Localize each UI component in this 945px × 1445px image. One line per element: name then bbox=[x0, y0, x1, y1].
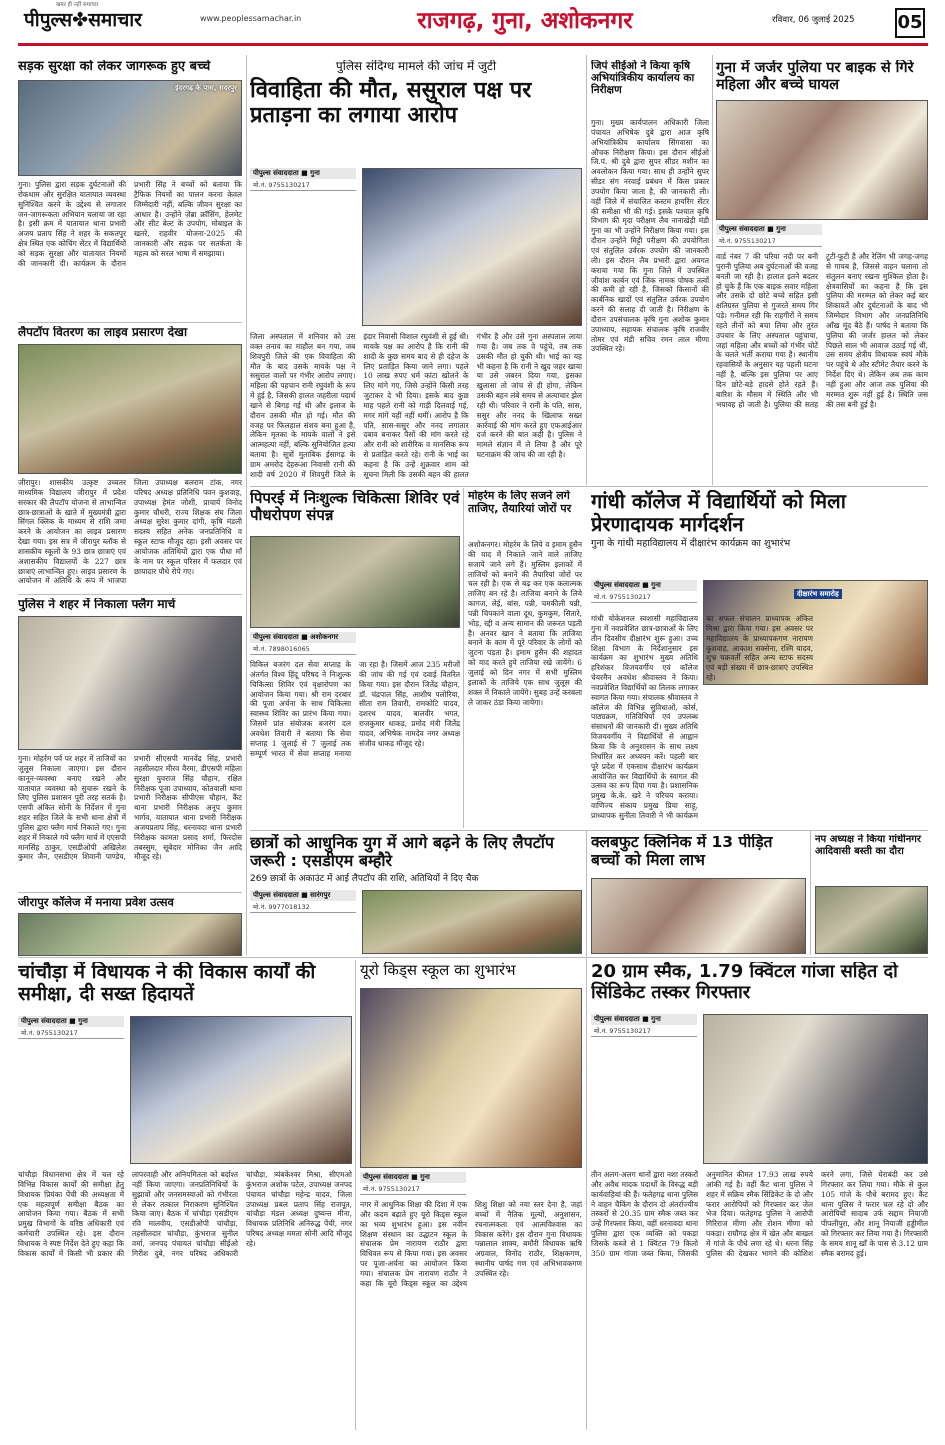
article-bridge-accident bbox=[716, 60, 928, 485]
article-laptop-sdm-text bbox=[250, 955, 251, 956]
article-body: चांचौड़ा विधानसभा क्षेत्र में चल रहे विभिन्न विकास कार्यों की समीक्षा हेतु विधायक प्रियंका पेंची की अध्यक्षता में एक महत्वपूर्ण समीक्षा बैठक का आयोजन किया गया। बैठक में सभी प्रमुख विभागों के वरिष्ठ अधिकारी एवं कर्मचारी उपस्थित रहे। इस दौरान विधायक ने स्पष्ट निर्देश देते हुए कहा कि विकास कार्यों में किसी भी प्रकार की लापरवाही और अनियमितता को बर्दाश्त नहीं किया जाएगा। जनप्रतिनिधियों के सुझावों और जनसमस्याओं को गंभीरता से लेकर तत्काल निराकरण सुनिश्चित किया जाए। बैठक में चांचौड़ा एसडीएम रवि मालवीय, एसडीओपी चांचौड़ा, तहसीलदार चांचौड़ा, कुंभराज सुनील वर्मा, जनपद पंचायत चांचौड़ा सीईओ गिरीश दुबे, नगर परिषद अधिकारी चांचौड़ा, त्र्यंबकेश्वर मिश्रा, सीएमओ कुंभराज अशोक पटेल, उपाध्यक्ष जनपद पंचायत चांचौड़ा महेन्द्र यादव, जिला उपाध्यक्ष प्रबल प्रताप सिंह राजपूत, चांचौड़ा मंडल अध्यक्ष दुष्यन्त मीना, विधायक प्रतिनिधि अनिरुद्ध पेंची, नगर परिषद अध्यक्ष ममता सोनी आदि मौजूद रहे। bbox=[18, 1170, 352, 1258]
article-body: गुना। मोहर्रम पर्व पर शहर में ताजियों का जुलूस निकाला जाएगा। इस दौरान कानून-व्यवस्था बनाए रखने और यातायात व्यवस्था को सुचारू रखने के लिए पुलिस प्रशासन पूरी तरह सतर्क है। एसपी अंकित सोनी के निर्देशन में गुना शहर सहित जिले के सभी थाना क्षेत्रों में पुलिस द्वारा फ्लैग मार्च निकाले गए। गुना शहर में निकाले गये फ्लैग मार्च में एएसपी मानसिंह ठाकुर, एसडीओपी अखिलेश कुमार जैन, एसडीएम शिवानी पाण्डेय, प्रभारी सीएसपी मानवेंद्र सिंह, प्रभारी तहसीलदार मीरव वैरमा, डीएसपी महिला सुरक्षा युवराज सिंह चौहान, रक्षित निरीक्षक पूजा उपाध्याय, कोतवाली थाना प्रभारी निरीक्षक सीपीएस चौहान, कैंट थाना प्रभारी निरीक्षक अनूप कुमार भार्गव, यातायात थाना प्रभारी निरीक्षक अजयप्रताप सिंह, धरनावदा थाना प्रभारी निरीक्षक कामता प्रसाद शर्मा, फिरदोस तबस्सुम, सूबेदार मोनिका जैन आदि मौजूद रहे। bbox=[18, 754, 242, 862]
headline: विवाहिता की मौत, ससुराल पक्ष पर प्रताड़ना का लगाया आरोप bbox=[250, 77, 532, 129]
article-photo bbox=[18, 616, 242, 750]
subhead: 269 छात्रों के अकाउंट में आई लैपटॉप की राशि, अतिथियों ने दिए चैक bbox=[250, 873, 479, 884]
headline: जिपं सीईओ ने किया कृषि अभियांत्रिकीय कार्यालय का निरीक्षण bbox=[591, 60, 695, 97]
headline: गांधी कॉलेज में विद्यार्थियों को मिला प्रेरणादायक मार्गदर्शन bbox=[591, 490, 846, 536]
reporter-mobile: मो.नं. 9755130217 bbox=[18, 1027, 124, 1039]
headline: पिपरई में निःशुल्क चिकित्सा शिविर एवं पौधरोपण संपन्न bbox=[250, 490, 460, 525]
article-photo bbox=[716, 100, 928, 220]
article-smack-seizure bbox=[591, 962, 928, 1432]
article-photo bbox=[591, 878, 806, 954]
column-rule bbox=[355, 960, 356, 1430]
article-flag-march bbox=[18, 598, 242, 890]
byline-block bbox=[360, 1172, 466, 1195]
byline: पीपुल्स संवाददाता ■ सारंगपुर bbox=[250, 890, 356, 901]
headline: जीरापुर कॉलेज में मनाया प्रवेश उत्सव bbox=[18, 896, 174, 909]
reporter-mobile: मो.नं. 9977018132 bbox=[250, 901, 356, 913]
article-gandhinagar-visit bbox=[815, 834, 928, 954]
article-divider bbox=[18, 957, 928, 958]
article-photo bbox=[18, 80, 242, 176]
byline: पीपुल्स संवाददाता ■ गुना bbox=[18, 1016, 124, 1027]
headline: छात्रों को आधुनिक युग में आगे बढ़ने के लिए लैपटॉप जरूरी : एसडीएम बम्हौरे bbox=[250, 834, 555, 871]
article-body bbox=[815, 955, 816, 956]
article-laptop-sdm bbox=[250, 834, 582, 954]
byline: पीपुल्स संवाददाता ■ गुना bbox=[591, 580, 697, 591]
article-body bbox=[250, 955, 251, 956]
byline: पीपुल्स संवाददाता ■ गुना bbox=[591, 1014, 697, 1025]
article-gandhi-college bbox=[591, 490, 928, 826]
article-photo bbox=[130, 1016, 352, 1164]
article-college-entry bbox=[18, 896, 242, 956]
byline-block bbox=[18, 1016, 124, 1039]
column-rule bbox=[463, 488, 464, 828]
article-body: तीन अलग-अलग थानों द्वारा नशा तस्करों और अवैध मादक पदार्थों के विरुद्ध बड़ी कार्यवाहियां की हैं। फतेहगढ़ थाना पुलिस ने वाहन चैकिंग के दौरान दो अंतर्राज्यीय तस्करों से 20.35 ग्राम स्मैक जब्त कर उन्हें गिरफ्तार किया, वहीं धरनावदा थाना पुलिस द्वारा एक व्यक्ति को पकड़ा जिसके कब्जे से 1 क्विंटल 79 किलो 350 ग्राम गांजा जब्त किया, जिसकी अनुमानित कीमत 17.93 लाख रुपये आंकी गई है। वहीं कैंट थाना पुलिस ने शहर में सक्रिय स्मैक सिंडिकेट के दो और फरार आरोपियों को गिरफ्तार कर जेल भेज दिया। फतेहगढ़ पुलिस ने आरोपी गिरिराज मीणा और रोशन मीणा को पकड़ा। राघौगढ़ क्षेत्र में खेत और बाखल में गांजे के पौधे लगा रहे थे। धरना सिंह पुलिस की देखकर भागने की कोशिश करने लगा, जिसे घेराबंदी कर उसे गिरफ्तार कर लिया गया। मौके से कुल 105 गांजे के पौधे बरामद हुए। कैंट थाना पुलिस ने फरार चल रहे दो और आरोपियों सादाब उर्फ सद्दाम नियाजी पीपलीपुरा, और शानू नियाजी हड्डीमील को गिरफ्तार कर लिया गया है। गिरफ्तारी के समय शानू खाँ के पास से 3.12 ग्राम स्मैक बरामद हुई। bbox=[591, 1170, 928, 1258]
column-rule bbox=[810, 830, 811, 955]
article-photo bbox=[362, 890, 582, 954]
headline: यूरो किड्स स्कूल का शुभारंभ bbox=[360, 962, 516, 979]
byline-block bbox=[250, 632, 356, 655]
byline bbox=[591, 955, 592, 956]
byline: पीपुल्स संवाददाता ■ गुना bbox=[250, 168, 356, 179]
headline: गुना में जर्जर पुलिया पर बाइक से गिरे महिला और बच्चे घायल bbox=[716, 60, 914, 93]
headline: मोहर्रम के लिए सजने लगे ताजिए, तैयारियां जोरों पर bbox=[468, 490, 572, 515]
headline: क्लबफुट क्लिनिक में 13 पीड़ित बच्चों को मिला लाभ bbox=[591, 834, 773, 869]
subhead: गुना के गांधी महाविद्यालय में दीक्षारंभ कार्यक्रम का शुभारंभ bbox=[591, 538, 791, 549]
masthead-rule bbox=[18, 43, 928, 46]
page-number: 05 bbox=[895, 8, 925, 38]
byline-block bbox=[591, 580, 697, 603]
article-body: अशोकनगर। मोहर्रम के लिये व इमाम हुसैन की याद में निकाले जाने वाले ताजिए सजाये जाने लगे हैं। मुस्लिम इलाकों में ताजियों को बनाने की तैयारियां जोरों पर चल रही है। एक से बढ़ कर एक कलात्मक ताजिए बन रहे है। ताजिया बनाने के लिये कागज, लेई, बांस, पन्नी, चमकीली पन्नी, पन्नी चिपकाने वाला दूध, कुमकुम, सितारे, भोड़, रद्दी व अन्य सामान की जरूरत पड़ती है। अनवर खान ने बताया कि ताजिया बनाने के काम में पूरे परिवार के लोगों को जुटना पड़ता है। इमाम हुसैन की शहादत को याद करते हुये ताजिया रखे जायेंगे। 6 जुलाई को दिन नगर में सभी मुस्लिम इलाकों के ताजिये एक साथ जुलूस की शक्ल में निकाले जायेंगे। सुबह उन्हें करबला ले जाकर ठंडा किया जायेगा। bbox=[468, 540, 582, 707]
article-chachoda-review bbox=[18, 962, 352, 1432]
article-photo bbox=[362, 168, 582, 326]
article-photo bbox=[703, 1014, 928, 1164]
column-rule bbox=[586, 830, 587, 1430]
article-ceo-inspection bbox=[591, 60, 709, 485]
article-body: विकिल बजरंग दल सेवा सप्ताह के अंतर्गत विश्व हिंदू परिषद ने निःशुल्क चिकित्सा शिविर एवं वृक्षारोपण का आयोजन किया गया। श्री राम दरबार की पूजा अर्चना के साथ चिकित्सा स्वास्थ्य शिविर का प्रारंभ किया गया। जिसमें प्रांत संयोजक बजरंग दल अवधेश तिवारी ने बताया कि सेवा सप्ताह 1 जुलाई से 7 जुलाई तक सम्पूर्ण भारत में सेवा सप्ताह मनाया जा रहा है। जिसमें आज 235 मरीजों की जांच की गई एवं दवाई वितरित किया गया। इस दौरान जितेंद्र चौहान, डॉ. चंद्रपाल सिंह, आशीष पलोरिया, सीता राम तिवारी, रामकोटि यादव, दशरथ यादव, बालवीर भगत, राजकुमार धाकड़, प्रमोद मंत्री जितेंद्र यादव, अभिषेक नामदेव नगर अध्यक्ष संजीव धाकड़ मौजूद रहे। bbox=[250, 660, 460, 758]
article-divider bbox=[250, 830, 928, 831]
article-divider bbox=[18, 594, 242, 595]
article-body: वार्ड नंबर 7 की परिया नदी पर बनी पुरानी पुलिया अब दुर्घटनाओं की वजह बनती जा रही है। हालात इतने बदतर हो चुके हैं कि एक बाइक सवार महिला और उसके दो छोटे बच्चे सहित इसी क्षतिग्रस्त पुलिया से गुजरते समय गिर पड़े। गनीमत रही कि राहगीरों ने समय रहते तीनों को बचा लिया और तुरंत उपचार के लिए अस्पताल पहुंचाया, जहां महिला और बच्चों को गंभीर चोटें के चलते भर्ती कराया गया है। स्थानीय रहवासियों के अनुसार यह पहली घटना नहीं है, बल्कि इस पुलिया पर आए दिन छोटे-बड़े हादसे होते रहते हैं। बारिश के मौसम में स्थिति और भी भयावह हो जाती है। पुलिया की सतह टूटी-फूटी है और रेलिंग भी जगह-जगह से गायब है, जिससे वाहन चलाना तो संतुलन बनाए रखना मुश्किल होता है। क्षेत्रवासियों का कहना है कि इस पुलिया की मरम्मत को लेकर कई बार शिकायतें और दुर्घटनाओं के बाद भी जिम्मेदार विभाग और जनप्रतिनिधि आँख मूंद बैठे हैं। पार्षद ने बताया कि पुलिया की जर्जर हालत को लेकर पिछले साल भी आवाज उठाई गई थी, उस समय क्षेत्रीय विधायक स्वयं मौके पर पहुंचे थे और स्टीमेट तैयार करने के निर्देश दिए थे। लेकिन अब तक काम नहीं हुआ और आज तक पुलिया की मरम्मत शुरू नहीं हुई है। स्थिति जस की तस बनी हुई है। bbox=[716, 252, 928, 409]
article-photo bbox=[360, 988, 582, 1168]
newspaper-logo: पीपुल्स✤समाचार bbox=[24, 9, 142, 31]
article-photo bbox=[18, 344, 242, 474]
article-gandhinagar-text bbox=[815, 955, 816, 956]
article-body: जीरापुर। शासकीय उत्कृष्ट उच्चतर माध्यमिक विद्यालय जीरापुर में प्रदेश सरकार की लैपटॉप योजना से लाभान्वित छात्र-छात्राओं के खाते में मुख्यमंत्री द्वारा सिंगल क्लिक के माध्यम से राशि जमा करने के आयोजन का लाइव प्रसारण देखा गया। इस सत्र में जीरापुर ब्लॉक से शासकीय स्कूलों के 93 छात्र छात्राएं एवं अशासकीय विद्यालयों के 227 छात्र छात्राएं लाभान्वित हुए। लाइव प्रसारण के आयोजन में अतिथि के रूप में भाजपा जिला उपाध्यक्ष बलराम टांक, नगर परिषद अध्यक्ष प्रतिनिधि पवन कुशवाह, उपाध्यक्ष हेमंत जोशी, प्राचार्य विनोद कुमार चौधरी, राज्य शिक्षक संघ जिला अध्यक्ष सुरेश कुमार दांगी, कृषि मंडली सदस्य सहित अनेक जनप्रतिनिधि व स्कूल स्टाफ मौजूद रहा। इसी अवसर पर आयोजक अतिथियों द्वारा एक पौधा माँ के नाम पर स्कूल परिसर में फलदार एवं छायादार पौधे रोपे गए। bbox=[18, 478, 242, 586]
reporter-mobile: मो.नं. 9755130217 bbox=[250, 179, 356, 191]
masthead bbox=[0, 0, 945, 48]
headline: सड़क सुरक्षा को लेकर जागरूक हुए बच्चे bbox=[18, 60, 211, 74]
article-divider bbox=[250, 486, 928, 487]
masthead-url[interactable]: www.peoplessamachar.in bbox=[200, 14, 302, 23]
headline: चांचौड़ा में विधायक ने की विकास कार्यों की समीक्षा, दी सख्त हिदायतें bbox=[18, 962, 316, 1005]
reporter-mobile: मो.नं. 9755130217 bbox=[360, 1183, 466, 1195]
issue-date: रविवार, 06 जुलाई 2025 bbox=[772, 15, 855, 25]
photo-overlay-text: इंदरगढ़ के पास, सदरपुर bbox=[175, 84, 237, 92]
article-muharram bbox=[468, 490, 582, 828]
article-piprai-camp bbox=[250, 490, 460, 828]
headline: लैपटॉप वितरण का लाइव प्रसारण देखा bbox=[18, 326, 188, 339]
article-body: गांधी योकेशनल स्वशासी महाविद्यालय गुना में नवप्रवेशित छात्र-छात्राओं के लिए तीन दिवसीय दीक्षारंभ शुरू हुआ। उच्च शिक्षा विभाग के निर्देशानुसार इस कार्यक्रम का शुभारंभ मुख्य अतिथि हरिशंकर विजयवर्गीय एवं कॉलेज चेयरमैन अवधेश श्रीवास्तव ने किया। नवप्रवेशित विद्यार्थियों का तिलक लगाकर स्वागत किया गया। संचालक श्रीवास्तव ने कॉलेज की विभिन्न सुविधाओं, कोर्स, पाठ्यक्रम, गतिविधियों एवं उपलब्ध संसाधनों की जानकारी दी। मुख्य अतिथि विजयवर्गीय ने विद्यार्थियों से आह्वान किया कि वे अनुशासन के साथ लक्ष्य निर्धारित कर अध्ययन करें। पहली बार पूरे प्रदेश में एकसाथ दीक्षारंभ कार्यक्रम आयोजित कर विद्यार्थियों के स्वागत की उत्सव का रूप दिया गया है। प्रशासनिक प्रमुख के.के. खरे ने परिचय कराया। वाणिज्य संकाय प्रमुख प्रिया साहू, प्राध्यापक सुनीता तिवारी ने भी कार्यक्रम का सफल संचालन प्राध्यापक अंकित मिश्रा द्वारा किया गया। इस अवसर पर महाविद्यालय के प्राध्यापकगण नारायण कुशवाह, आकाश सक्सेना, रश्मि यादव, शुभ्र चक्रवर्ती सहित अन्य स्टाफ सदस्य एवं बड़ी संख्या में छात्र-छात्राएं उपस्थित रहे। bbox=[591, 614, 813, 820]
kicker: पुलिस संदिग्ध मामले की जांच में जुटी bbox=[335, 60, 497, 73]
byline-block bbox=[250, 168, 356, 191]
headline: पुलिस ने शहर में निकाला फ्लैग मार्च bbox=[18, 598, 176, 611]
article-photo bbox=[18, 913, 242, 956]
column-rule bbox=[712, 55, 713, 485]
article-clubfoot-text bbox=[591, 955, 592, 956]
reporter-mobile: मो.नं. 9755130217 bbox=[591, 1025, 697, 1037]
article-clubfoot bbox=[591, 834, 806, 954]
article-road-safety bbox=[18, 60, 242, 322]
byline: पीपुल्स संवाददाता ■ गुना bbox=[360, 1172, 466, 1183]
byline: पीपुल्स संवाददाता ■ अशोकनगर bbox=[250, 632, 356, 643]
article-body: गुना। मुख्य कार्यपालन अधिकारी जिला पंचायत अभिषेक दुबे द्वारा आज कृषि अभियांत्रिकीय कार्यालय सिंगवासा का औचक निरीक्षण किया। इस दौरान सीईओ जि.पं. श्री दुबे द्वारा सुपर सीडर मशीन का अवलोकन किया गया। साथ ही उन्होंने सुपर सीडर संग नरवाई प्रबंधन में किस प्रकार उपयोग किया जाता है, की जानकारी ली। वहीं जिले में संचालित कस्टम हायरिंग सेंटर की समीक्षा भी की गई। इसके पश्चात कृषि विभाग की मृदा परीक्षण लैब नानाखेड़ी मंडी गुना का भी उन्होंने निरीक्षण किया गया। इस दौरान उन्होंने मिट्टी परीक्षण की उपयोगिता एवं संतुलित उर्वरक उपयोग की जानकारी ली। इस दौरान लैब प्रभारी द्वारा अवगत कराया गया कि गुना जिले में उपस्थित जीवांश कार्बन एवं जिंक नामक पोषक तत्वों की कमी हो रही है, जिसको किसानों की कार्बनिक खादों एवं संतुलित उर्वरक उपयोग करने की सलाह दी जाती है। निरीक्षण के दौरान उपसंचालक कृषि गुना अशोक कुमार उपाध्याय, सहायक संचालक कृषि राजवीर तोमर एवं मंडी सचिव रमन लाल मीणा उपस्थित रहे। bbox=[591, 118, 709, 354]
article-body bbox=[18, 956, 19, 957]
column-rule bbox=[246, 55, 247, 955]
column-rule bbox=[586, 55, 587, 485]
article-euro-kids bbox=[360, 962, 582, 1432]
article-college-entry-text bbox=[18, 956, 19, 957]
article-divider bbox=[18, 892, 242, 893]
reporter-mobile: मो.नं. 9755130217 bbox=[591, 591, 697, 603]
article-photo bbox=[815, 886, 928, 954]
byline: पीपुल्स संवाददाता ■ गुना bbox=[716, 224, 822, 235]
reporter-mobile: मो.नं. 9755130217 bbox=[716, 235, 822, 247]
article-divider bbox=[18, 322, 242, 323]
article-laptop-live bbox=[18, 326, 242, 594]
headline: नप अध्यक्ष ने किया गांधीनगर आदिवासी बस्ती का दौरा bbox=[815, 834, 921, 857]
masthead-tagline: खबर ही नहीं समाचार bbox=[56, 2, 99, 8]
byline-block bbox=[250, 890, 356, 913]
reporter-mobile: मो.नं. 7898016065 bbox=[250, 643, 356, 655]
article-woman-death bbox=[250, 60, 582, 485]
article-photo bbox=[250, 536, 460, 628]
article-body: जिला अस्पताल में शनिवार को उस वक्त तनाव का माहौल बन गया, जब शिवपुरी जिले की एक विवाहिता की मौत के बाद उसके मायके पक्ष ने ससुराल वालों पर गंभीर आरोप लगाए। महिला की पहचान रानी रघुवंशी के रूप में हुई है, जिसकी हालत जहरीला पदार्थ खाने से बिगड़ गई थी और इलाज के दौरान उसकी मौत हो गई। मौत की वजह पर फिलहाल संशय बना हुआ है, लेकिन मृतका के मायके वालों ने इसे आत्महत्या नहीं, बल्कि सुनियोजित हत्या बताया है। सूत्रों मुताबिक ईसागढ़ के ग्राम अमरोद देहरूआ निवासी रानी की शादी वर्ष 2020 में शिवपुरी जिले के इंदार निवासी विशाल रघुवंशी से हुई थी। मायके पक्ष का आरोप है कि रानी की शादी के कुछ समय बाद से ही दहेज के लिए प्रताड़ित किया जाने लगा। पहले 10 लाख रुपए धर्म कांटा खोलने के लिए मांगे गए, जिसे उन्होंने किसी तरह जुटाकर दे भी दिया। इसके बाद कुछ माह पहले रानी को गाड़ी दिलवाई गई, मगर मांगें यहीं नहीं थमीं। आरोप है कि पति, सास-ससुर और ननद लगातार दबाव बनाकर पैसों की मांग करते रहे और रानी को शारीरिक व मानसिक रूप से प्रताड़ित करते रहे। रानी के भाई का कहना है कि उन्हें शुक्रवार शाम को सूचना मिली कि उसकी बहन की हालत गंभीर है और उसे गुना अस्पताल लाया गया है। जब तक वे पहुंचे, तब तक उसकी मौत हो चुकी थी। भाई का यह भी कहना है कि रानी ने खुद जहर खाया या उसे जबरन दिया गया, इसका खुलासा तो जांच से ही होगा, लेकिन उसकी बहन लंबे समय से अत्याचार झेल रही थी। परिवार ने रानी के पति, सास, ससुर और ननद के खिलाफ सख्त कार्रवाई की मांग करते हुए एफआईआर दर्ज करने की बात कही है। पुलिस ने मामले संज्ञान में ले लिया है और पूरे घटनाक्रम की जांच की जा रही है। bbox=[250, 332, 582, 479]
article-body: नगर में आधुनिक शिक्षा की दिशा में एक और कदम बढ़ाते हुए यूरो किड्स स्कूल का भव्य शुभारंभ हुआ। इस नवीन शिक्षण संस्थान का उद्घाटन स्कूल के संचालक प्रेम नारायण राठौर द्वारा विधिवत रूप से किया गया। इस अवसर पर पूजा-अर्चना का आयोजन किया गया। संचालक प्रेम नारायण राठौर ने कहा कि यूरो किड्स स्कूल का उद्देश्य शिशु शिक्षा को नया स्तर देना है, जहां बच्चों में नैतिक मूल्यों, अनुशासन, रचनात्मकता एवं आत्मविश्वास का विकास करेंगे। इस दौरान गुना विधायक पन्नालाल शाक्य, बमौरी विधायक ऋषि अग्रवाल, विनोद राठौर, शिक्षकगण, स्थानीय पार्षद गण एवं अभिभावकगण उपस्थित रहे। bbox=[360, 1200, 582, 1288]
byline-block bbox=[716, 224, 822, 247]
section-title: राजगढ़, गुना, अशोकनगर bbox=[417, 8, 633, 34]
headline: 20 ग्राम स्मैक, 1.79 क्विंटल गांजा सहित दो सिंडिकेट तस्कर गिरफ्तार bbox=[591, 962, 898, 1003]
article-body: गुना। पुलिस द्वारा सड़क दुर्घटनाओं की रोकथाम और सुरक्षित यातायात व्यवस्था सुनिश्चित करने के उद्देश्य से लगातार जन-जागरूकता अभियान चलाया जा रहा है। इसी क्रम में यातायात थाना प्रभारी अजय प्रताप सिंह ने शहर के सकतपुर क्षेत्र स्थित एक कोचिंग सेंटर में विद्यार्थियों को सड़क सुरक्षा और यातायात नियमों की जानकारी दी। कार्यक्रम के दौरान प्रभारी सिंह ने बच्चों को बताया कि ट्रैफिक नियमों का पालन करना केवल जिम्मेदारी नहीं, बल्कि जीवन सुरक्षा का आधार है। उन्होंने ज़ेब्रा क्रॉसिंग, हेलमेट और सीट बेल्ट के उपयोग, मोबाइल के खतरे, राहवीर योजना-2025 की जानकारी और सड़क पर सतर्कता के महत्व को सरल भाषा में समझाया। bbox=[18, 180, 242, 268]
byline-block bbox=[591, 1014, 697, 1037]
photo-banner-text: दीक्षारंभ समारोह bbox=[794, 589, 842, 599]
